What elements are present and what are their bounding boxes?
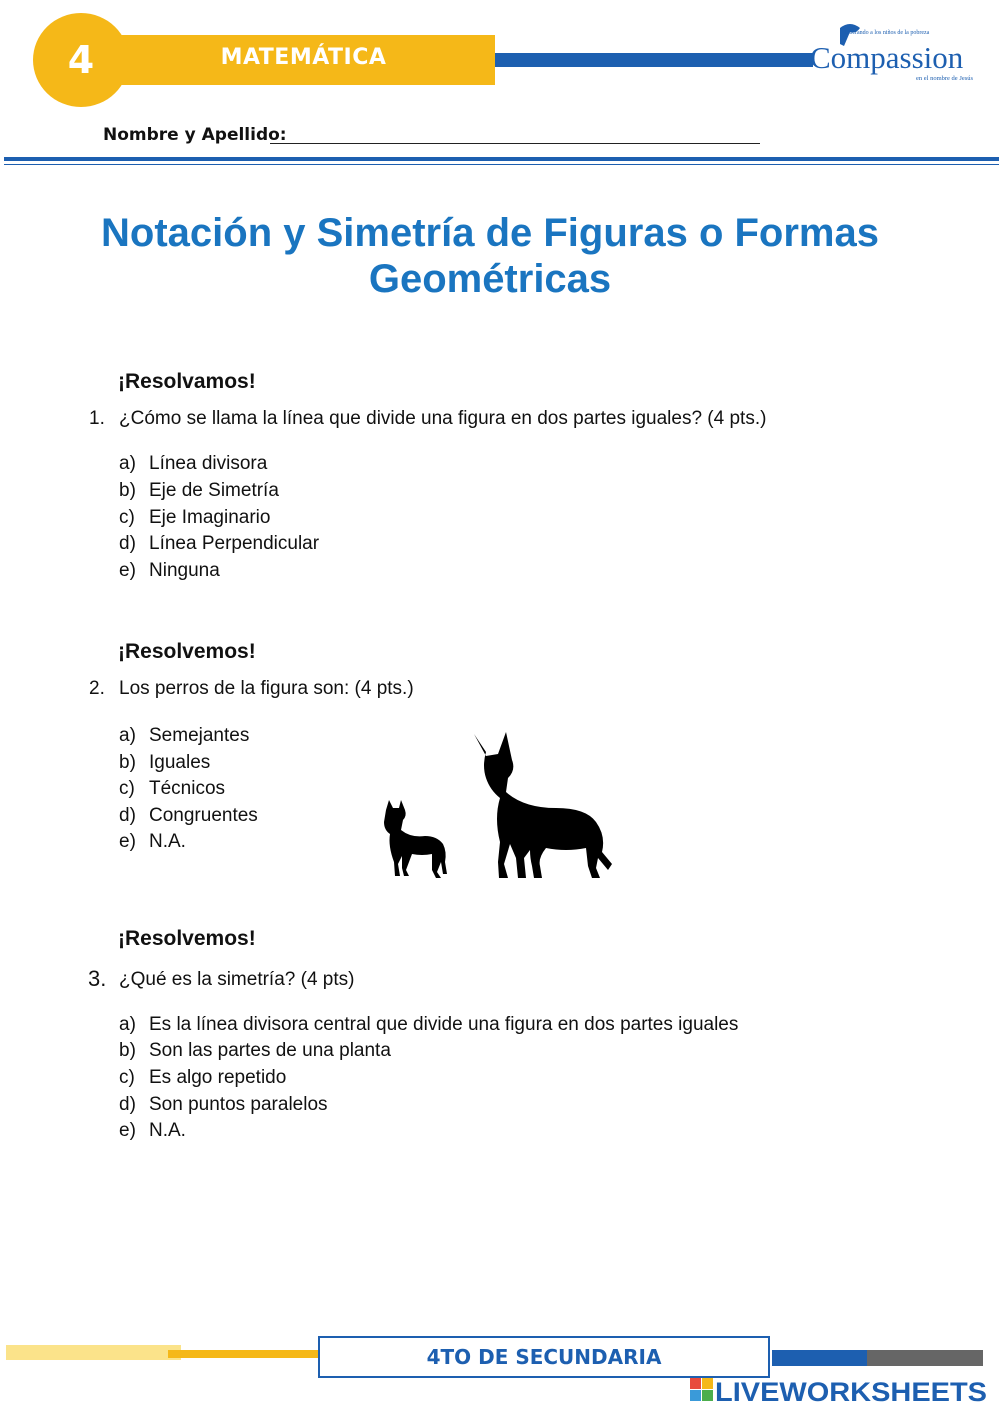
option-2a[interactable] xyxy=(119,725,249,747)
footer-blue-band xyxy=(772,1350,867,1366)
option-letter: b) xyxy=(119,752,136,773)
question-number-3: 3. xyxy=(88,966,107,991)
footer-yellow-band xyxy=(6,1345,181,1360)
option-text: N.A. xyxy=(149,1120,186,1141)
liveworksheets-logo xyxy=(690,1376,990,1406)
subject-label: MATEMÁTICA xyxy=(220,45,387,70)
grade-badge: 4 xyxy=(33,13,129,107)
header-divider xyxy=(4,157,999,161)
option-letter: b) xyxy=(119,480,136,501)
option-text: Es la línea divisora central que divide una figura en dos partes iguales xyxy=(149,1014,739,1035)
question-text-3: ¿Qué es la simetría? (4 pts) xyxy=(119,969,355,990)
option-3a[interactable] xyxy=(119,1014,738,1036)
compassion-logo xyxy=(808,18,988,88)
option-text: Son las partes de una planta xyxy=(149,1040,391,1061)
option-2e[interactable] xyxy=(119,831,186,853)
liveworksheets-wordmark: LIVEWORKSHEETS xyxy=(715,1377,987,1406)
option-text: Técnicos xyxy=(149,778,226,799)
option-letter: e) xyxy=(119,1120,136,1141)
option-2b[interactable] xyxy=(119,752,210,774)
section-heading-3: ¡Resolvemos! xyxy=(118,927,256,950)
option-letter: e) xyxy=(119,831,136,852)
question-text-2: Los perros de la figura son: (4 pts.) xyxy=(119,678,414,699)
option-text: Ninguna xyxy=(149,560,220,581)
large-dog-silhouette-icon xyxy=(474,732,612,878)
footer-yellow-band-dark xyxy=(168,1350,323,1358)
section-heading-2: ¡Resolvemos! xyxy=(118,640,256,663)
option-letter: d) xyxy=(119,1094,136,1115)
option-letter: a) xyxy=(119,453,136,474)
option-text: Eje Imaginario xyxy=(149,507,271,528)
option-3e[interactable] xyxy=(119,1120,186,1142)
option-text: Eje de Simetría xyxy=(149,480,279,501)
page-title xyxy=(60,210,920,302)
page-title-line-2: Geométricas xyxy=(368,257,612,301)
option-3c[interactable] xyxy=(119,1067,286,1089)
svg-text:Compassion: Compassion xyxy=(810,40,964,75)
header-divider-thin xyxy=(4,164,999,165)
name-input-line[interactable] xyxy=(270,143,760,144)
footer-grade-label: 4TO DE SECUNDARIA xyxy=(426,1345,662,1369)
option-letter: a) xyxy=(119,1014,136,1035)
question-number-1: 1. xyxy=(89,408,105,429)
option-letter: c) xyxy=(119,1067,135,1088)
option-text: Iguales xyxy=(149,752,211,773)
option-letter: d) xyxy=(119,533,136,554)
option-text: Son puntos paralelos xyxy=(149,1094,328,1115)
question-number-2: 2. xyxy=(89,678,105,699)
option-letter: d) xyxy=(119,805,136,826)
small-dog-silhouette-icon xyxy=(384,800,447,878)
question-text-1: ¿Cómo se llama la línea que divide una figura en dos partes iguales? (4 pts.) xyxy=(119,408,767,429)
svg-text:en el nombre de Jesús: en el nombre de Jesús xyxy=(916,75,974,82)
page-title-line-1: Notación y Simetría de Figuras o Formas xyxy=(101,211,879,255)
liveworksheets-blocks-icon xyxy=(690,1378,713,1401)
option-1d[interactable] xyxy=(119,533,319,555)
option-letter: e) xyxy=(119,560,136,581)
option-text: Línea Perpendicular xyxy=(149,533,320,554)
option-text: N.A. xyxy=(149,831,186,852)
section-heading-1: ¡Resolvamos! xyxy=(118,370,256,393)
option-2c[interactable] xyxy=(119,778,225,800)
option-text: Línea divisora xyxy=(149,453,268,474)
option-3d[interactable] xyxy=(119,1094,328,1116)
header-blue-band xyxy=(495,53,813,67)
option-letter: c) xyxy=(119,507,135,528)
option-2d[interactable] xyxy=(119,805,258,827)
option-text: Congruentes xyxy=(149,805,258,826)
option-3b[interactable] xyxy=(119,1040,391,1062)
option-1c[interactable] xyxy=(119,507,270,529)
option-text: Semejantes xyxy=(149,725,250,746)
dogs-illustration xyxy=(358,726,640,882)
svg-text:Liberando a los niños de la po: Liberando a los niños de la pobreza xyxy=(844,30,930,36)
option-1a[interactable] xyxy=(119,453,267,475)
option-letter: b) xyxy=(119,1040,136,1061)
option-1e[interactable] xyxy=(119,560,220,582)
option-text: Es algo repetido xyxy=(149,1067,287,1088)
name-field-label: Nombre y Apellido: xyxy=(103,125,287,145)
option-1b[interactable] xyxy=(119,480,279,502)
footer-gray-band xyxy=(867,1350,983,1366)
option-letter: c) xyxy=(119,778,135,799)
option-letter: a) xyxy=(119,725,136,746)
